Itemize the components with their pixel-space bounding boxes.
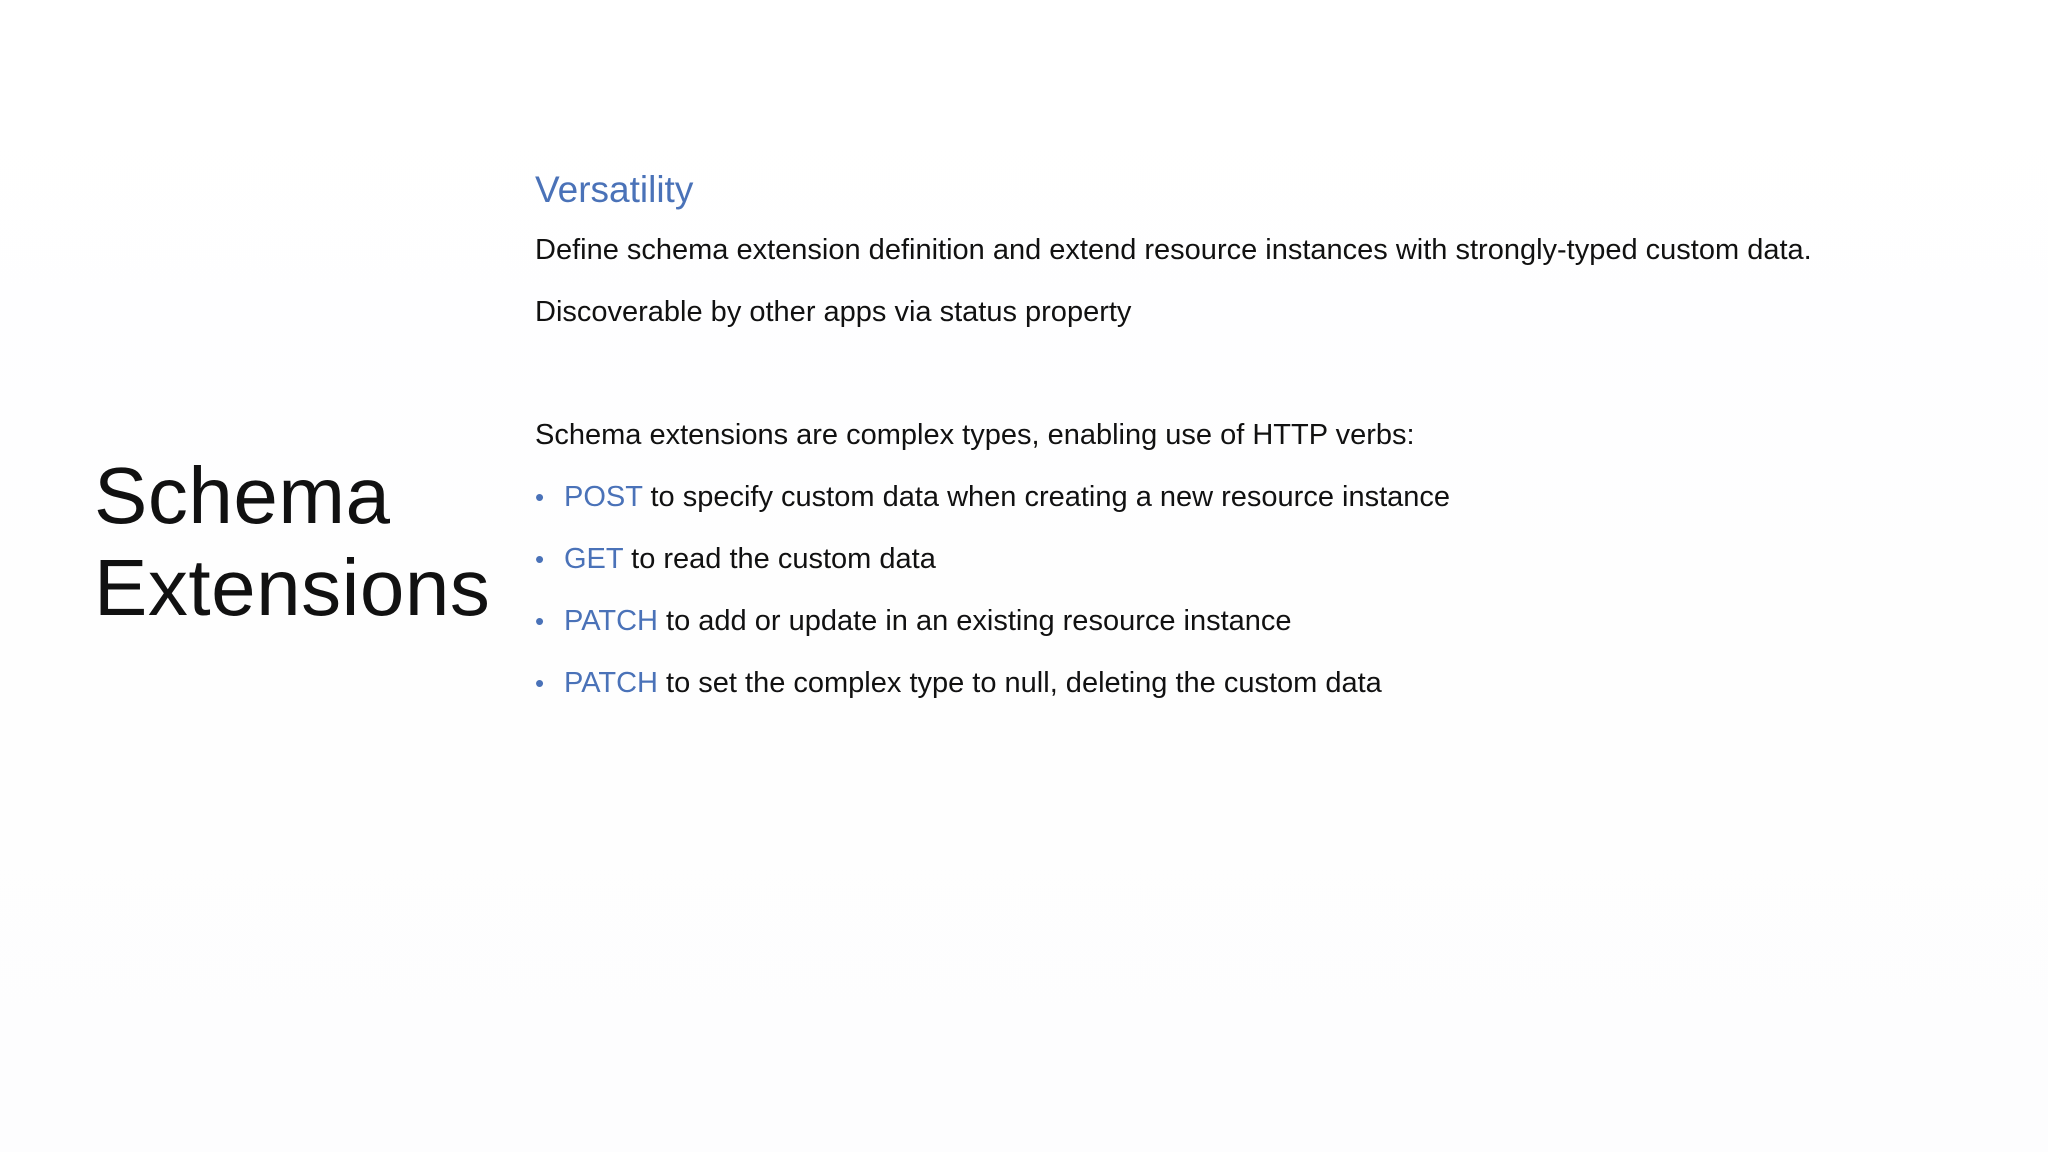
- http-verb: PATCH: [564, 667, 658, 699]
- paragraph-intro: Schema extensions are complex types, enabling use of HTTP verbs:: [535, 419, 1415, 451]
- list-item: [535, 477, 2015, 517]
- title-line-2: Extensions: [94, 543, 491, 632]
- content-area: [535, 160, 2015, 725]
- bullet-icon: •: [535, 668, 545, 698]
- bullet-icon: •: [535, 482, 545, 512]
- spacer: [535, 354, 2015, 415]
- slide-title: [94, 450, 494, 634]
- verb-list: [535, 477, 2015, 703]
- paragraph-definition: Define schema extension definition and extend resource instances with strongly-typed custom data.: [535, 234, 1812, 266]
- bullet-text: to specify custom data when creating a new resource instance: [642, 481, 1451, 513]
- http-verb: PATCH: [564, 605, 658, 637]
- bullet-text: to add or update in an existing resource instance: [657, 605, 1292, 637]
- bullet-text: to set the complex type to null, deleting the custom data: [657, 667, 1382, 699]
- title-line-1: Schema: [94, 451, 391, 540]
- http-verb: POST: [564, 481, 643, 513]
- list-item: [535, 663, 2015, 703]
- list-item: [535, 601, 2015, 641]
- http-verb: GET: [564, 543, 624, 575]
- section-heading: Versatility: [535, 169, 694, 210]
- bullet-icon: •: [535, 606, 545, 636]
- list-item: [535, 539, 2015, 579]
- paragraph-discoverable: Discoverable by other apps via status property: [535, 296, 1132, 328]
- bullet-icon: •: [535, 544, 545, 574]
- bullet-text: to read the custom data: [623, 543, 936, 575]
